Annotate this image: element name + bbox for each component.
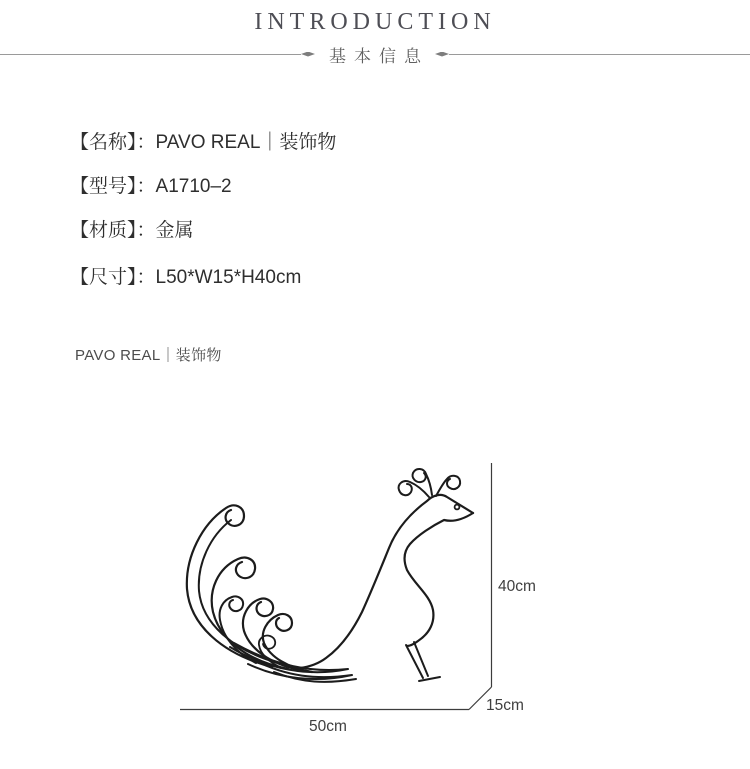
detail-value: L50*W15*H40cm: [155, 267, 302, 288]
detail-separator: ：: [136, 132, 156, 153]
detail-value: 金属: [155, 220, 194, 241]
section-header: [0, 43, 750, 65]
detail-label: 【尺寸】: [70, 267, 137, 288]
detail-label: 【材质】: [70, 220, 137, 241]
peacock-crest-left-curl: [399, 481, 429, 497]
detail-label: 【名称】: [70, 132, 137, 153]
product-details-list: [70, 131, 336, 289]
detail-row-model: [70, 175, 336, 198]
detail-separator: ：: [136, 267, 156, 288]
peacock-crest-right-curl: [436, 476, 460, 496]
detail-value: A1710–2: [155, 176, 232, 197]
left-rule-line: [0, 54, 301, 55]
diamond-icon: [435, 52, 449, 57]
peacock-eye: [455, 505, 460, 510]
width-dimension-label: 50cm: [309, 718, 347, 735]
height-dimension-label: 40cm: [498, 578, 536, 595]
detail-row-material: [70, 219, 336, 242]
product-caption: PAVO REAL｜装饰物: [75, 347, 222, 364]
page-title: INTRODUCTION: [254, 9, 496, 35]
detail-row-size: [70, 266, 336, 289]
depth-dimension-label: 15cm: [486, 697, 524, 714]
peacock-chest-path: [405, 513, 473, 646]
right-rule-line: [449, 54, 750, 55]
dimension-figure: [0, 450, 750, 769]
section-title: 基本信息: [329, 46, 429, 66]
peacock-tail-outer-feather-inner-edge: [199, 520, 278, 663]
detail-separator: ：: [136, 220, 156, 241]
detail-separator: ：: [136, 176, 156, 197]
peacock-line-art: [187, 469, 473, 682]
dimension-lines: [180, 463, 492, 710]
peacock-dimension-diagram: [0, 450, 750, 769]
detail-label: 【型号】: [70, 176, 137, 197]
peacock-leg: [406, 642, 440, 681]
diamond-icon: [301, 52, 315, 57]
detail-row-name: [70, 131, 336, 154]
detail-value: PAVO REAL｜装饰物: [155, 132, 337, 153]
